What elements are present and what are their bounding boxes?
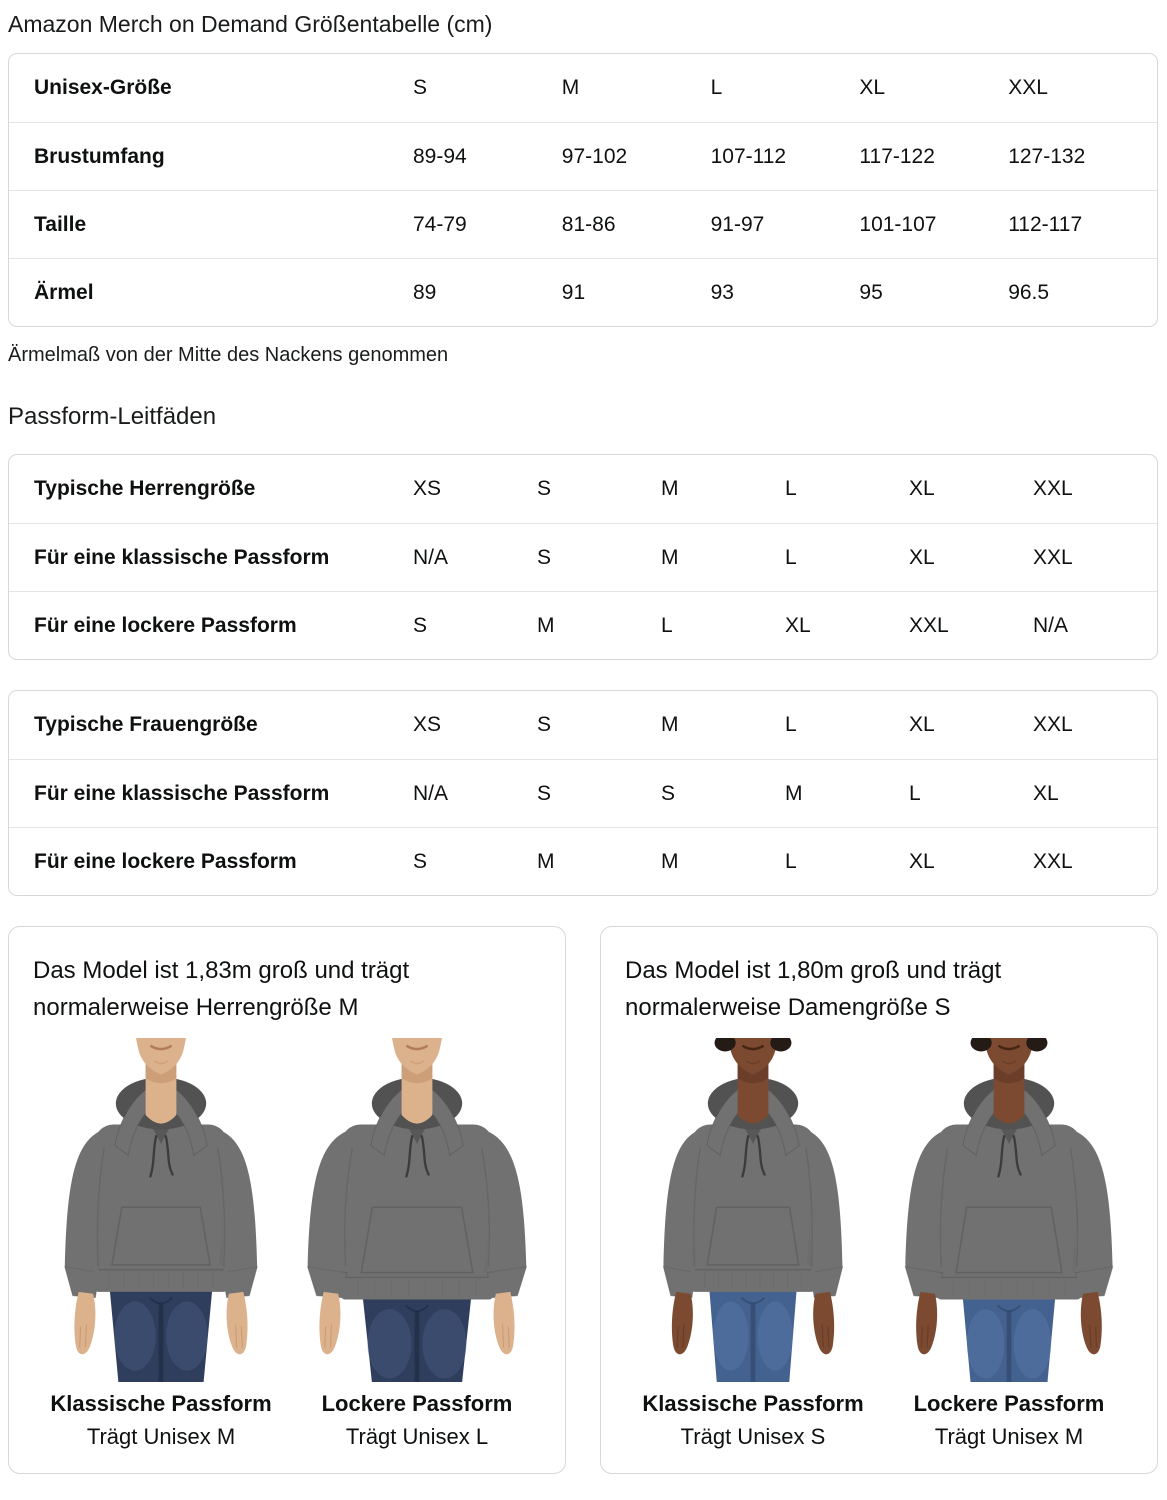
size-cell: S xyxy=(413,613,428,637)
size-cell: XL xyxy=(909,849,935,873)
fit-label: Lockere Passform xyxy=(321,1391,513,1417)
size-cell: M xyxy=(561,76,580,99)
model-photo-women-classic-fit xyxy=(628,1038,878,1382)
size-cell: S xyxy=(537,781,552,805)
value-cell: 74-79 xyxy=(413,212,467,236)
row-label: Für eine klassische Passform xyxy=(34,545,330,569)
women-figures xyxy=(625,1038,1137,1451)
table-row-classic-fit xyxy=(9,759,1157,827)
figure-women-loose xyxy=(881,1038,1137,1451)
size-cell: S xyxy=(537,545,552,569)
model-photo-men-classic-fit xyxy=(36,1038,286,1382)
table-row-unisex-size xyxy=(9,54,1157,122)
figure-men-classic xyxy=(33,1038,289,1451)
table-row-waist xyxy=(9,190,1157,258)
row-label: Ärmel xyxy=(34,280,94,304)
table-row-typical-women xyxy=(9,691,1157,759)
women-fit-table xyxy=(8,690,1158,896)
size-cell: L xyxy=(785,849,797,873)
figure-women-classic xyxy=(625,1038,881,1451)
size-cell: S xyxy=(537,713,552,736)
table-row-typical-men xyxy=(9,455,1157,523)
size-cell: L xyxy=(785,477,797,500)
value-cell: 96.5 xyxy=(1008,280,1050,304)
size-cell: S xyxy=(537,477,552,500)
fit-guides-title: Passform-Leitfäden xyxy=(8,403,217,430)
size-cell: XL xyxy=(909,713,935,736)
value-cell: 89 xyxy=(413,280,437,304)
women-model-card xyxy=(600,926,1158,1474)
size-cell: XXL xyxy=(1033,849,1073,873)
size-cell: XL xyxy=(785,613,811,637)
size-cell: XXL xyxy=(909,613,949,637)
value-cell: 89-94 xyxy=(413,144,467,168)
worn-size-label: Trägt Unisex S xyxy=(680,1424,826,1450)
table-row-classic-fit xyxy=(9,523,1157,591)
size-cell: XS xyxy=(413,713,442,736)
size-cell: XL xyxy=(909,545,935,569)
value-cell: 127-132 xyxy=(1008,144,1086,168)
size-cell: N/A xyxy=(413,781,449,805)
value-cell: 117-122 xyxy=(859,144,935,168)
size-cell: XXL xyxy=(1033,477,1073,500)
women-model-description: Das Model ist 1,80m groß und trägt normalerweise Damengröße S xyxy=(625,957,1002,1021)
worn-size-label: Trägt Unisex L xyxy=(345,1424,489,1450)
size-cell: XL xyxy=(909,477,935,500)
men-fit-table xyxy=(8,454,1158,660)
value-cell: 97-102 xyxy=(561,144,628,168)
table-row-chest xyxy=(9,122,1157,190)
size-cell: N/A xyxy=(1033,613,1069,637)
men-model-card xyxy=(8,926,566,1474)
row-label: Für eine lockere Passform xyxy=(34,613,297,637)
table-row-sleeve xyxy=(9,258,1157,326)
value-cell: 95 xyxy=(859,280,883,304)
row-label: Typische Herrengröße xyxy=(34,477,256,500)
page-title: Amazon Merch on Demand Größentabelle (cm) xyxy=(8,11,493,37)
size-cell: M xyxy=(661,849,679,873)
size-cell: S xyxy=(413,849,428,873)
size-cell: M xyxy=(537,613,555,637)
men-model-description: Das Model ist 1,83m groß und trägt normalerweise Herrengröße M xyxy=(33,957,410,1021)
size-cell: L xyxy=(710,76,723,99)
row-label: Taille xyxy=(34,212,87,236)
row-label: Für eine lockere Passform xyxy=(34,849,297,873)
fit-label: Klassische Passform xyxy=(50,1391,272,1417)
value-cell: 91 xyxy=(561,280,586,304)
value-cell: 107-112 xyxy=(710,144,787,168)
row-label: Für eine klassische Passform xyxy=(34,781,330,805)
size-cell: XXL xyxy=(1033,545,1073,569)
size-cell: XXL xyxy=(1033,713,1073,736)
size-cell: M xyxy=(537,849,555,873)
worn-size-label: Trägt Unisex M xyxy=(934,1424,1084,1450)
value-cell: 101-107 xyxy=(859,212,937,236)
fit-label: Lockere Passform xyxy=(913,1391,1105,1417)
size-cell: XL xyxy=(1033,781,1059,805)
size-cell: XL xyxy=(859,76,886,99)
size-cell: M xyxy=(785,781,803,805)
size-cell: XS xyxy=(413,477,442,500)
model-cards xyxy=(8,926,1158,1474)
value-cell: 112-117 xyxy=(1008,212,1083,236)
size-cell: L xyxy=(661,613,673,637)
value-cell: 91-97 xyxy=(710,212,765,236)
model-photo-women-loose-fit xyxy=(884,1038,1134,1382)
size-cell: S xyxy=(413,76,428,99)
fit-label: Klassische Passform xyxy=(642,1391,864,1417)
row-label: Typische Frauengröße xyxy=(34,713,258,736)
unisex-size-table xyxy=(8,53,1158,327)
row-label: Brustumfang xyxy=(34,144,165,168)
value-cell: 81-86 xyxy=(561,212,616,236)
size-cell: M xyxy=(661,713,679,736)
size-cell: XXL xyxy=(1008,76,1048,99)
sleeve-note: Ärmelmaß von der Mitte des Nackens genommen xyxy=(8,344,449,366)
size-cell: L xyxy=(785,545,797,569)
table-row-loose-fit xyxy=(9,827,1157,895)
model-photo-men-loose-fit xyxy=(292,1038,542,1382)
size-cell: L xyxy=(909,781,921,805)
row-label: Unisex-Größe xyxy=(34,76,172,99)
worn-size-label: Trägt Unisex M xyxy=(86,1424,236,1450)
figure-men-loose xyxy=(289,1038,545,1451)
size-cell: M xyxy=(661,477,679,500)
size-cell: M xyxy=(661,545,679,569)
table-row-loose-fit xyxy=(9,591,1157,659)
size-cell: N/A xyxy=(413,545,449,569)
men-figures xyxy=(33,1038,545,1451)
size-cell: S xyxy=(661,781,676,805)
size-cell: L xyxy=(785,713,797,736)
value-cell: 93 xyxy=(710,280,734,304)
